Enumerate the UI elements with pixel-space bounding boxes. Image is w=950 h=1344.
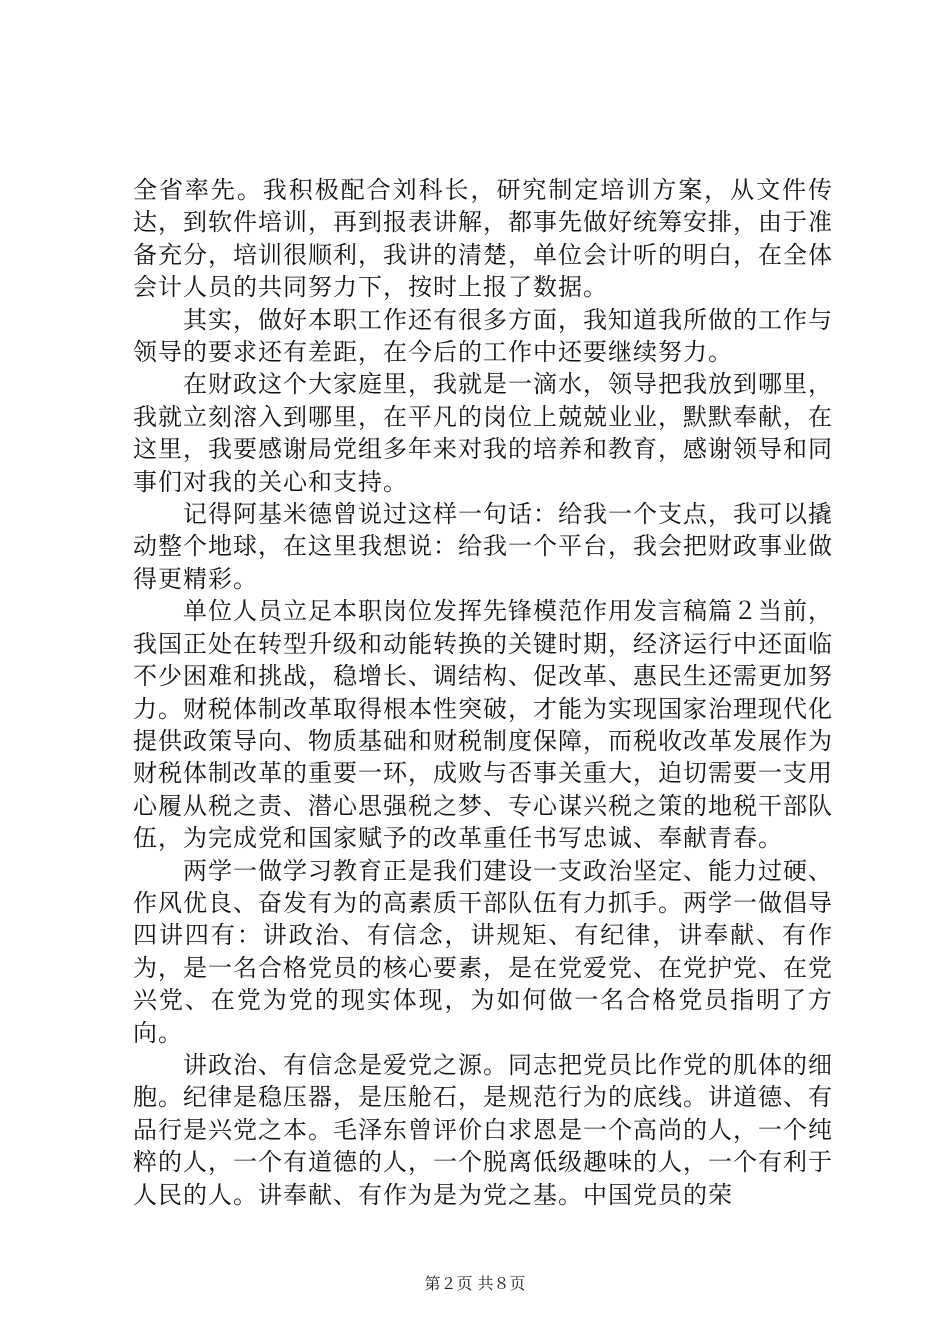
document-body <box>133 174 833 1211</box>
paragraph: 其实，做好本职工作还有很多方面，我知道我所做的工作与领导的要求还有差距，在今后的工作中还要继续努力。 <box>133 305 833 367</box>
paragraph: 在财政这个大家庭里，我就是一滴水，领导把我放到哪里，我就立刻溶入到哪里，在平凡的岗位上兢兢业业，默默奉献，在这里，我要感谢局党组多年来对我的培养和教育，感谢领导和同事们对我的关心和支持。 <box>133 370 833 496</box>
paragraph: 讲政治、有信念是爱党之源。同志把党员比作党的肌体的细胞。纪律是稳压器，是压舱石，是规范行为的底线。讲道德、有品行是兴党之本。毛泽东曾评价白求恩是一个高尚的人，一个纯粹的人，一个有道德的人，一个脱离低级趣味的人，一个有利于人民的人。讲奉献、有作为是为党之基。中国党员的荣 <box>133 1050 833 1209</box>
page-number-footer: 第２页 共８页 <box>424 1274 526 1293</box>
paragraph: 全省率先。我积极配合刘科长，研究制定培训方案，从文件传达，到软件培训，再到报表讲解，都事先做好统筹安排，由于准备充分，培训很顺利，我讲的清楚，单位会计听的明白，在全体会计人员的共同努力下，按时上报了数据。 <box>133 176 833 302</box>
paragraph: 两学一做学习教育正是我们建设一支政治坚定、能力过硬、作风优良、奋发有为的高素质干部队伍有力抓手。两学一做倡导四讲四有：讲政治、有信念，讲规矩、有纪律，讲奉献、有作为，是一名合格党员的核心要素，是在党爱党、在党护党、在党兴党、在党为党的现实体现，为如何做一名合格党员指明了方向。 <box>133 856 833 1047</box>
paragraph: 记得阿基米德曾说过这样一句话：给我一个支点，我可以撬动整个地球，在这里我想说：给我一个平台，我会把财政事业做得更精彩。 <box>133 500 833 593</box>
paragraph: 单位人员立足本职岗位发挥先锋模范作用发言稿篇２当前，我国正处在转型升级和动能转换的关键时期，经济运行中还面临不少困难和挑战，稳增长、调结构、促改革、惠民生还需更加努力。财税体制改革取得根本性突破，才能为实现国家治理现代化提供政策导向、物质基础和财税制度保障，而税收改革发展作为财税体制改革的重要一环，成败与否事关重大，迫切需要一支用心履从税之责、潜心思强税之梦、专心谋兴税之策的地税干部队伍，为完成党和国家赋予的改革重任书写忠诚、奉献青春。 <box>133 597 833 853</box>
